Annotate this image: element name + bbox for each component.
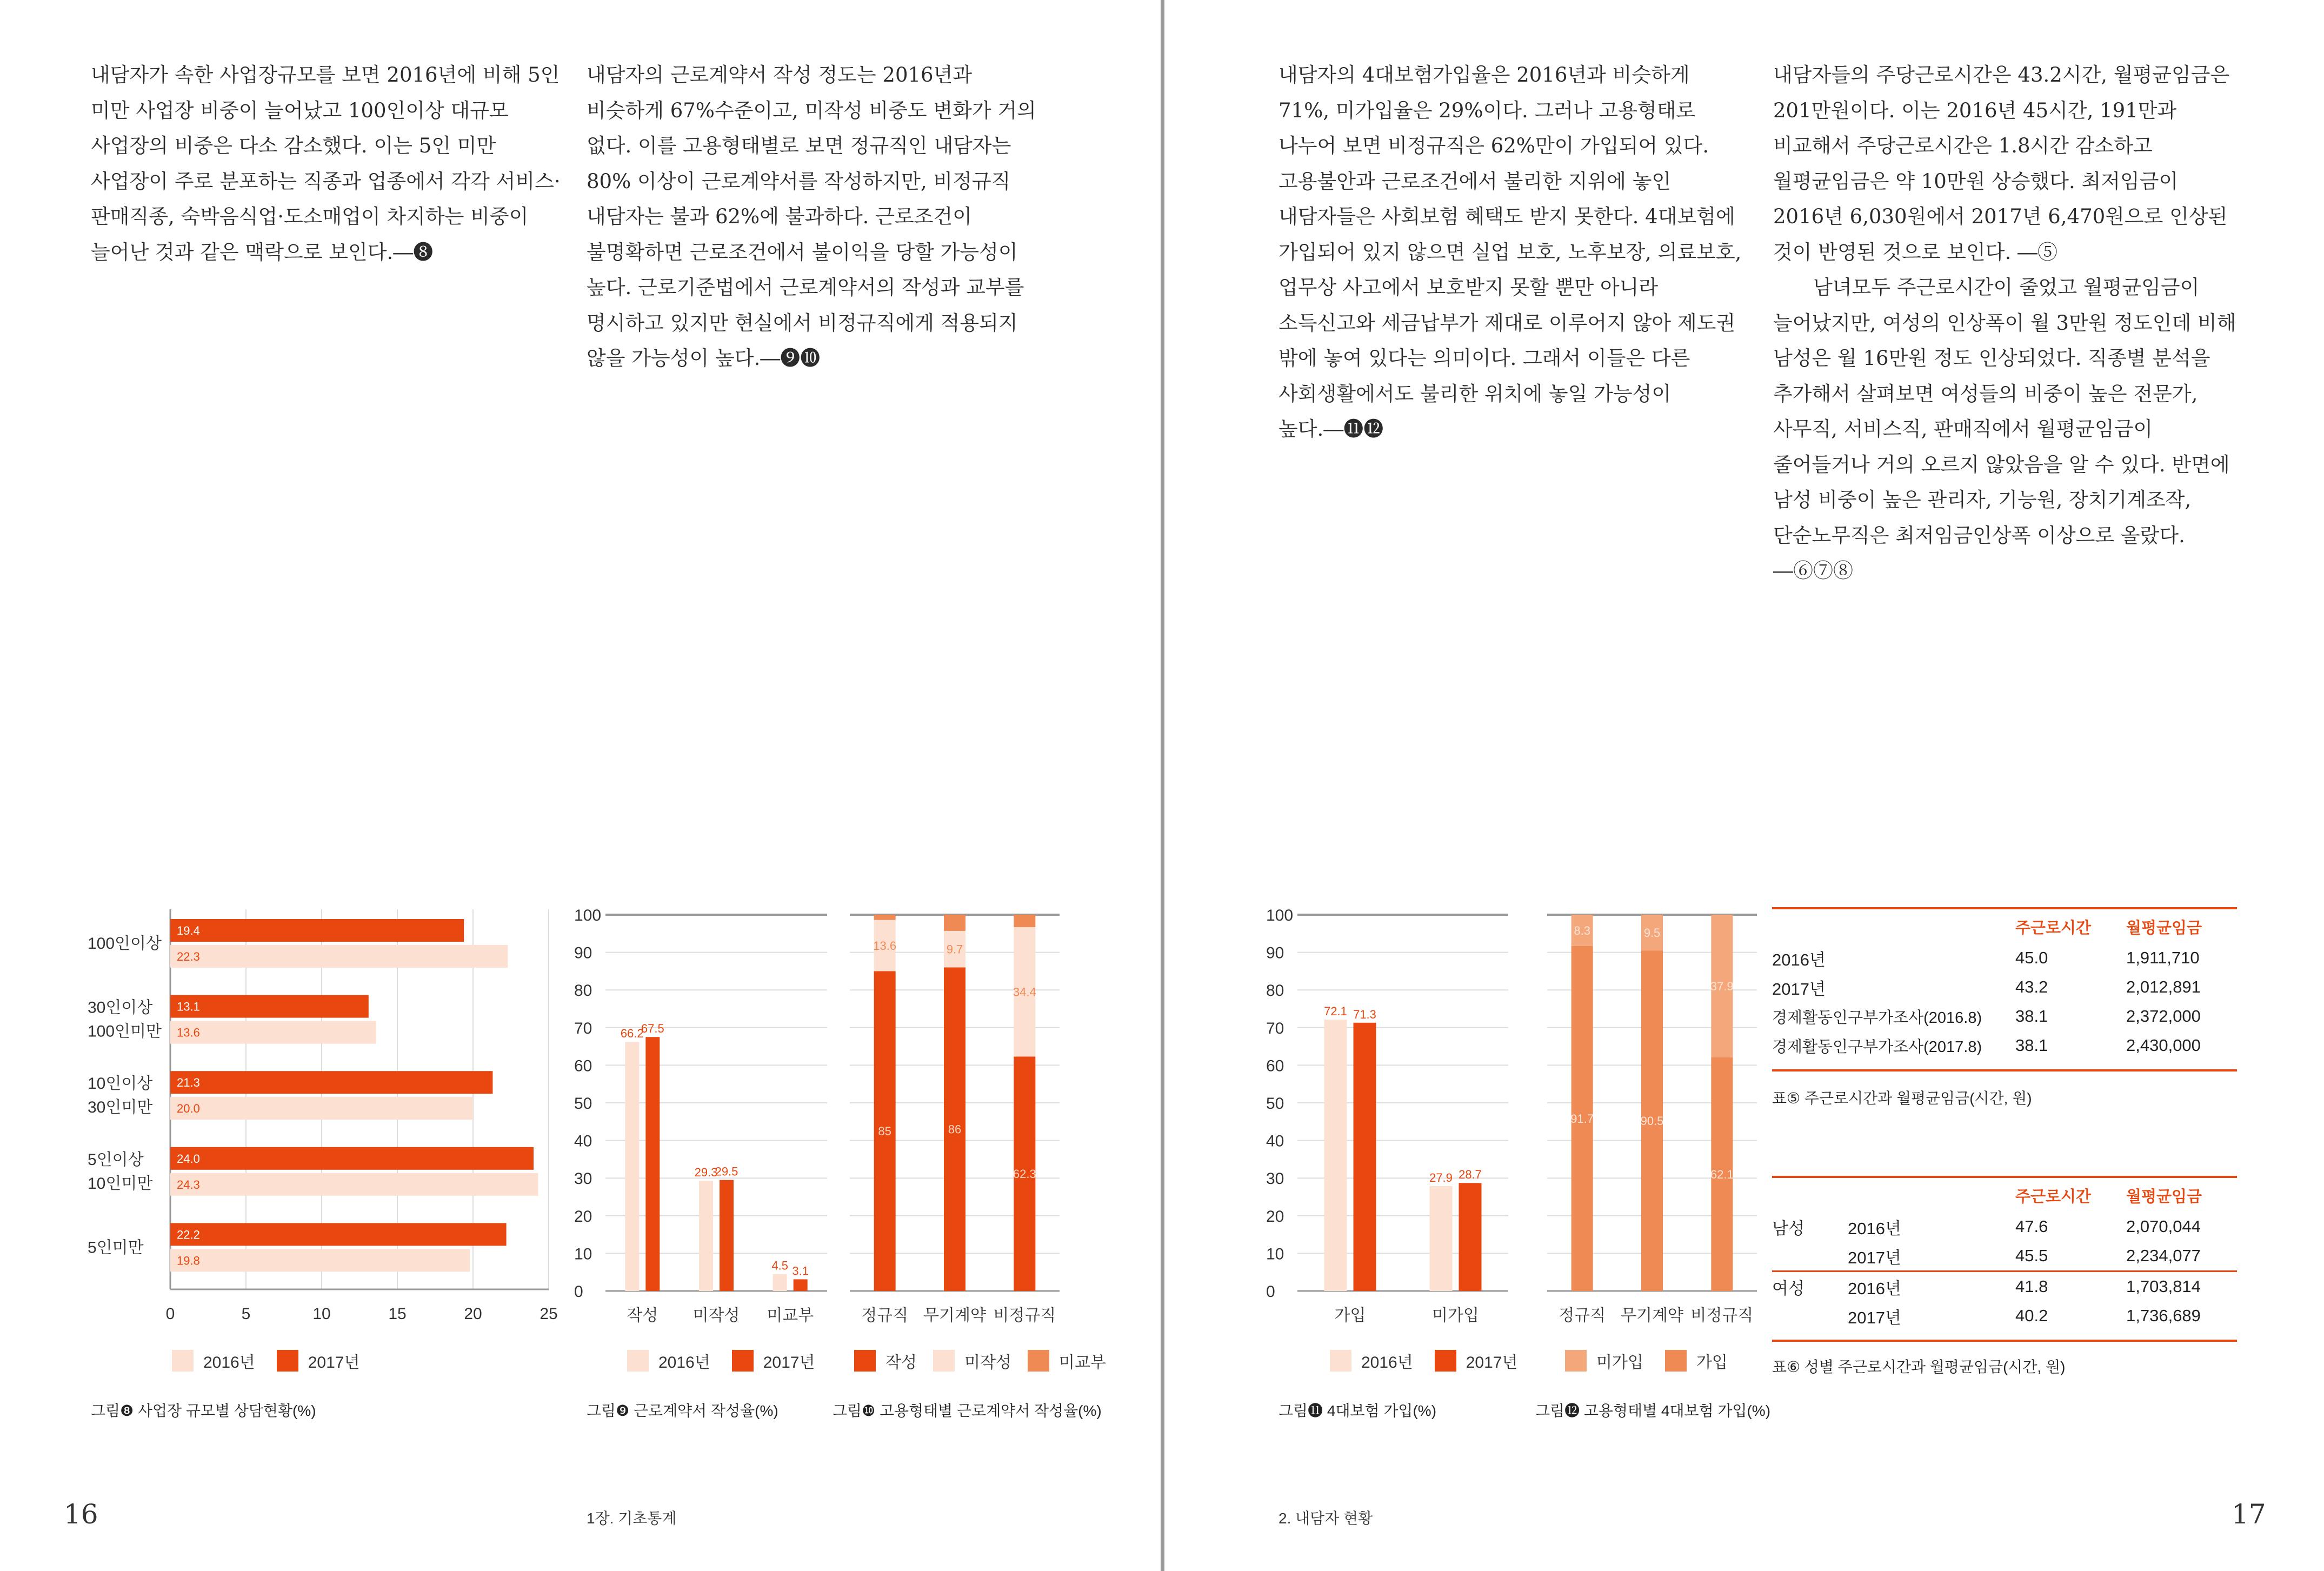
legend-item-not-written: 미작성 xyxy=(933,1349,1011,1373)
bar-2017 xyxy=(170,995,369,1018)
data-label: 27.9 xyxy=(1429,1170,1453,1184)
category-label: 100인이상 xyxy=(88,935,162,953)
bar-2016 xyxy=(1430,1186,1453,1291)
data-label: 19.8 xyxy=(177,1254,200,1268)
y-tick-label: 80 xyxy=(574,982,592,1000)
bar-2016 xyxy=(170,1021,376,1044)
figure-12-legend xyxy=(1565,1349,1749,1373)
swatch xyxy=(1565,1350,1587,1372)
paragraph: 내담자의 근로계약서 작성 정도는 2016년과 비슷하게 67%수준이고, 미작성 비중도 변화가 거의 없다. 이를 고용형태별로 보면 정규직인 내담자는 80% 이상이 근로계약서를 작성하지만, 비정규직 내담자는 불과 62%에 불과하다. 근로조건이 불명확하면 근로조건에서 불이익을 당할 가능성이 높다. 근로기준법에서 근로계약서의 작성과 교부를 명시하고 있지만 현실에서 비정규직에게 적용되지 않을 가능성이 높다.―❾❿ xyxy=(587,63,1036,370)
y-tick-label: 20 xyxy=(574,1207,592,1226)
right-text-col1 xyxy=(1278,57,1743,447)
data-label: 22.2 xyxy=(177,1228,200,1242)
data-label: 19.4 xyxy=(177,924,200,937)
paragraph: 내담자가 속한 사업장규모를 보면 2016년에 비해 5인 미만 사업장 비중이 늘어났고 100인이상 대규모 사업장의 비중은 다소 감소했다. 이는 5인 미만 사업장이 주로 분포하는 직종과 업종에서 각각 서비스·판매직종, 숙박음식업·도소매업이 차지하는 비중이 늘어난 것과 같은 맥락으로 보인다.―❽ xyxy=(91,63,561,264)
bar-2017 xyxy=(720,1180,734,1291)
data-label: 9.7 xyxy=(946,942,963,956)
bar-2016 xyxy=(625,1042,639,1291)
figure-12-caption: 그림⓬ 고용형태별 4대보험 가입(%) xyxy=(1535,1402,1771,1419)
table-5 xyxy=(1772,910,2237,1060)
table-row: 2017년 45.5 2,234,077 xyxy=(1772,1241,2237,1272)
x-tick-label: 미교부 xyxy=(767,1307,814,1324)
left-text-col1 xyxy=(91,57,561,270)
data-label: 37.9 xyxy=(1710,979,1734,993)
table-row: 경제활동인구부가조사(2017.8) 38.1 2,430,000 xyxy=(1772,1036,2201,1056)
y-tick-label: 70 xyxy=(1266,1019,1284,1037)
bar-2017 xyxy=(170,1147,534,1170)
y-tick-label: 40 xyxy=(574,1132,592,1150)
y-tick-label: 90 xyxy=(1266,944,1284,962)
x-tick-label: 비정규직 xyxy=(1690,1307,1754,1324)
figure-8-legend xyxy=(172,1349,381,1373)
y-tick-label: 30 xyxy=(1266,1170,1284,1188)
bar-2016 xyxy=(1324,1020,1347,1291)
data-label: 24.0 xyxy=(177,1151,200,1166)
table-row: 여성 2016년 41.8 1,703,814 xyxy=(1772,1277,2201,1298)
data-label: 62.1 xyxy=(1710,1167,1734,1181)
y-tick-label: 0 xyxy=(1266,1283,1275,1301)
paragraph: 내담자들의 주당근로시간은 43.2시간, 월평균임금은 201만원이다. 이는 2016년 45시간, 191만과 비교해서 주당근로시간은 1.8시간 감소하고 월평균임금은 약 10만원 상승했다. 최저임금이 2016년 6,030원에서 2017년 6,470원으로 인상된 것이 반영된 것으로 보인다. ―⑤ xyxy=(1773,63,2230,264)
bar-2016 xyxy=(773,1274,787,1291)
running-footer-left: 1장. 기초통계 xyxy=(587,1510,677,1527)
stacked-segment-2 xyxy=(1014,915,1035,927)
data-label: 85 xyxy=(878,1124,891,1139)
running-footer-right: 2. 내담자 현황 xyxy=(1278,1510,1373,1527)
legend-item-2017: 2017년 xyxy=(277,1349,360,1373)
swatch xyxy=(732,1350,754,1372)
swatch xyxy=(854,1350,876,1372)
bar-2016 xyxy=(699,1181,713,1291)
figure-8-caption: 그림❽ 사업장 규모별 상담현황(%) xyxy=(91,1402,316,1419)
bar-2017 xyxy=(1354,1023,1376,1291)
data-label: 24.3 xyxy=(177,1177,200,1191)
bar-2016 xyxy=(170,945,508,968)
right-text-col2 xyxy=(1773,57,2249,589)
swatch xyxy=(933,1350,955,1372)
y-tick-label: 60 xyxy=(574,1057,592,1075)
data-label: 91.7 xyxy=(1570,1111,1594,1126)
y-tick-label: 10 xyxy=(1266,1245,1284,1263)
data-label: 8.3 xyxy=(1574,923,1590,937)
swatch xyxy=(1435,1350,1456,1372)
x-tick-label: 0 xyxy=(165,1305,175,1323)
legend-item-not-delivered: 미교부 xyxy=(1028,1349,1106,1373)
y-tick-label: 10 xyxy=(574,1245,592,1263)
data-label: 9.5 xyxy=(1643,926,1661,940)
data-label: 34.4 xyxy=(1013,985,1036,999)
data-label: 66.2 xyxy=(620,1027,644,1041)
data-label: 13.6 xyxy=(873,939,897,953)
x-tick-label: 25 xyxy=(540,1305,558,1323)
category-label: 10인이상 xyxy=(88,1075,153,1093)
column-header: 주근로시간 xyxy=(2015,1188,2092,1206)
y-tick-label: 90 xyxy=(574,944,592,962)
legend-item-2016: 2016년 xyxy=(172,1349,255,1373)
figure-11-chart xyxy=(1265,897,1514,1330)
bar-2017 xyxy=(170,919,464,942)
table-row: 2017년 40.2 1,736,689 xyxy=(1848,1306,2201,1327)
legend-item-written: 작성 xyxy=(854,1349,917,1373)
bar-2017 xyxy=(170,1223,507,1246)
table-header-row xyxy=(1772,910,2237,943)
x-tick-label: 가입 xyxy=(1334,1307,1366,1324)
table-6-caption: 표⑥ 성별 주근로시간과 월평균임금(시간, 원) xyxy=(1772,1359,2066,1375)
x-tick-label: 10 xyxy=(312,1305,331,1323)
table-row: 경제활동인구부가조사(2016.8) 38.1 2,372,000 xyxy=(1772,1007,2201,1027)
figure-12-chart xyxy=(1530,897,1757,1330)
figure-9-chart xyxy=(573,897,833,1330)
bar-2017 xyxy=(170,1071,492,1094)
legend-item-2017: 2017년 xyxy=(1435,1349,1518,1373)
x-tick-label: 20 xyxy=(464,1305,482,1323)
table-5-bottom-rule xyxy=(1772,1069,2237,1071)
x-tick-label: 무기계약 xyxy=(1621,1307,1683,1324)
table-row: 2017년 43.2 2,012,891 xyxy=(1772,977,2201,998)
data-label: 29.5 xyxy=(715,1164,738,1179)
x-tick-label: 정규직 xyxy=(1559,1307,1606,1324)
legend-item-not-enrolled: 미가입 xyxy=(1565,1349,1643,1373)
x-tick-label: 미가입 xyxy=(1432,1307,1479,1324)
paragraph: 내담자의 4대보험가입율은 2016년과 비슷하게 71%, 미가입율은 29%이다. 그러나 고용형태로 나누어 보면 비정규직은 62%만이 가입되어 있다. 고용불안과 근로조건에서 불리한 지위에 놓인 내담자들은 사회보험 혜택도 받지 못한다. 4대보험에 가입되어 있지 않으면 실업 보호, 노후보장, 의료보호, 업무상 사고에서 보호받지 못할 뿐만 아니라 소득신고와 세금납부가 제대로 이루어지 않아 제도권 밖에 놓여 있다는 의미이다. 그래서 이들은 다른 사회생활에서도 불리한 위치에 놓일 가능성이 높다.―⓫⓬ xyxy=(1278,63,1742,441)
page-number-right: 17 xyxy=(2232,1499,2266,1530)
data-label: 20.0 xyxy=(177,1102,200,1116)
data-label: 67.5 xyxy=(641,1022,664,1036)
y-tick-label: 60 xyxy=(1266,1057,1284,1075)
category-label: 5인이상 xyxy=(88,1150,144,1169)
y-tick-label: 50 xyxy=(1266,1095,1284,1113)
table-header-row xyxy=(1772,1179,2237,1212)
table-6-bottom-rule xyxy=(1772,1340,2237,1342)
data-label: 13.6 xyxy=(177,1026,200,1040)
swatch xyxy=(627,1350,649,1372)
data-label: 22.3 xyxy=(177,950,200,963)
data-label: 72.1 xyxy=(1324,1004,1347,1019)
y-tick-label: 30 xyxy=(574,1170,592,1188)
table-5-caption: 표⑤ 주근로시간과 월평균임금(시간, 원) xyxy=(1772,1090,2032,1107)
y-tick-label: 40 xyxy=(1266,1132,1284,1150)
data-label: 62.3 xyxy=(1013,1167,1036,1181)
stacked-segment-2 xyxy=(944,915,965,931)
data-label: 4.5 xyxy=(771,1259,788,1273)
category-label: 5인미만 xyxy=(88,1239,144,1257)
figure-10-legend xyxy=(854,1349,1128,1373)
table-6 xyxy=(1772,1179,2237,1330)
data-label: 13.1 xyxy=(177,1000,200,1014)
y-tick-label: 0 xyxy=(574,1283,583,1301)
figure-11-caption: 그림⓫ 4대보험 가입(%) xyxy=(1278,1402,1437,1419)
data-label: 21.3 xyxy=(177,1076,200,1090)
stacked-segment-2 xyxy=(874,915,896,920)
x-tick-label: 미작성 xyxy=(692,1307,740,1324)
data-label: 28.7 xyxy=(1459,1168,1482,1182)
figure-11-legend xyxy=(1330,1349,1539,1373)
data-label: 29.3 xyxy=(694,1166,718,1180)
bar-2017 xyxy=(1459,1183,1482,1291)
category-label: 30인미만 xyxy=(88,1099,153,1117)
legend-item-2017: 2017년 xyxy=(732,1349,815,1373)
y-tick-label: 50 xyxy=(574,1095,592,1113)
data-label: 71.3 xyxy=(1353,1007,1376,1021)
data-label: 90.5 xyxy=(1640,1114,1664,1128)
table-5-top-rule xyxy=(1772,907,2237,909)
x-tick-label: 정규직 xyxy=(861,1307,909,1324)
swatch xyxy=(1665,1350,1687,1372)
figure-10-chart xyxy=(833,897,1070,1330)
x-tick-label: 무기계약 xyxy=(923,1307,986,1324)
bar-2016 xyxy=(170,1173,538,1196)
figure-9-legend xyxy=(627,1349,836,1373)
category-label: 30인이상 xyxy=(88,998,153,1017)
bar-2016 xyxy=(170,1097,473,1120)
swatch xyxy=(172,1350,194,1372)
column-header: 월평균임금 xyxy=(2126,919,2202,937)
x-tick-label: 작성 xyxy=(627,1307,658,1324)
table-row: 2016년 45.0 1,911,710 xyxy=(1772,948,2200,969)
page-number-left: 16 xyxy=(64,1499,98,1530)
paragraph: 남녀모두 주근로시간이 줄었고 월평균임금이 늘어났지만, 여성의 인상폭이 월 3만원 정도인데 비해 남성은 월 16만원 정도 인상되었다. 직종별 분석을 추가해서 살펴보면 여성들의 비중이 높은 전문가, 사무직, 서비스직, 판매직에서 월평균임금이 줄어들거나 거의 오르지 않았음을 알 수 있다. 반면에 남성 비중이 높은 관리자, 기능원, 장치기계조작, 단순노무직은 최저임금인상폭 이상으로 올랐다. ―⑥⑦⑧ xyxy=(1773,276,2236,582)
swatch xyxy=(1028,1350,1049,1372)
x-tick-label: 15 xyxy=(388,1305,407,1323)
bar-2017 xyxy=(645,1037,660,1291)
bar-2016 xyxy=(170,1249,470,1272)
data-label: 86 xyxy=(948,1122,962,1136)
x-tick-label: 비정규직 xyxy=(993,1307,1056,1324)
legend-item-enrolled: 가입 xyxy=(1665,1349,1728,1373)
y-tick-label: 20 xyxy=(1266,1207,1284,1226)
column-header: 주근로시간 xyxy=(2015,919,2092,937)
column-header: 월평균임금 xyxy=(2126,1188,2202,1206)
table-row: 남성 2016년 47.6 2,070,044 xyxy=(1772,1217,2201,1238)
figure-10-caption: 그림❿ 고용형태별 근로계약서 작성율(%) xyxy=(833,1402,1102,1419)
data-label: 3.1 xyxy=(792,1264,809,1278)
y-tick-label: 100 xyxy=(1266,907,1294,924)
category-label: 100인미만 xyxy=(88,1022,162,1041)
swatch xyxy=(1330,1350,1351,1372)
x-tick-label: 5 xyxy=(241,1305,251,1323)
table-6-top-rule xyxy=(1772,1176,2237,1178)
left-text-col2 xyxy=(587,57,1051,376)
category-label: 10인미만 xyxy=(88,1174,153,1193)
legend-item-2016: 2016년 xyxy=(1330,1349,1413,1373)
y-tick-label: 100 xyxy=(574,907,602,924)
legend-item-2016: 2016년 xyxy=(627,1349,710,1373)
y-tick-label: 80 xyxy=(1266,982,1284,1000)
y-tick-label: 70 xyxy=(574,1019,592,1037)
bar-2017 xyxy=(794,1279,808,1291)
swatch xyxy=(277,1350,298,1372)
figure-8-chart xyxy=(81,897,568,1330)
figure-9-caption: 그림❾ 근로계약서 작성율(%) xyxy=(587,1402,778,1419)
page-spine xyxy=(1161,0,1164,1571)
